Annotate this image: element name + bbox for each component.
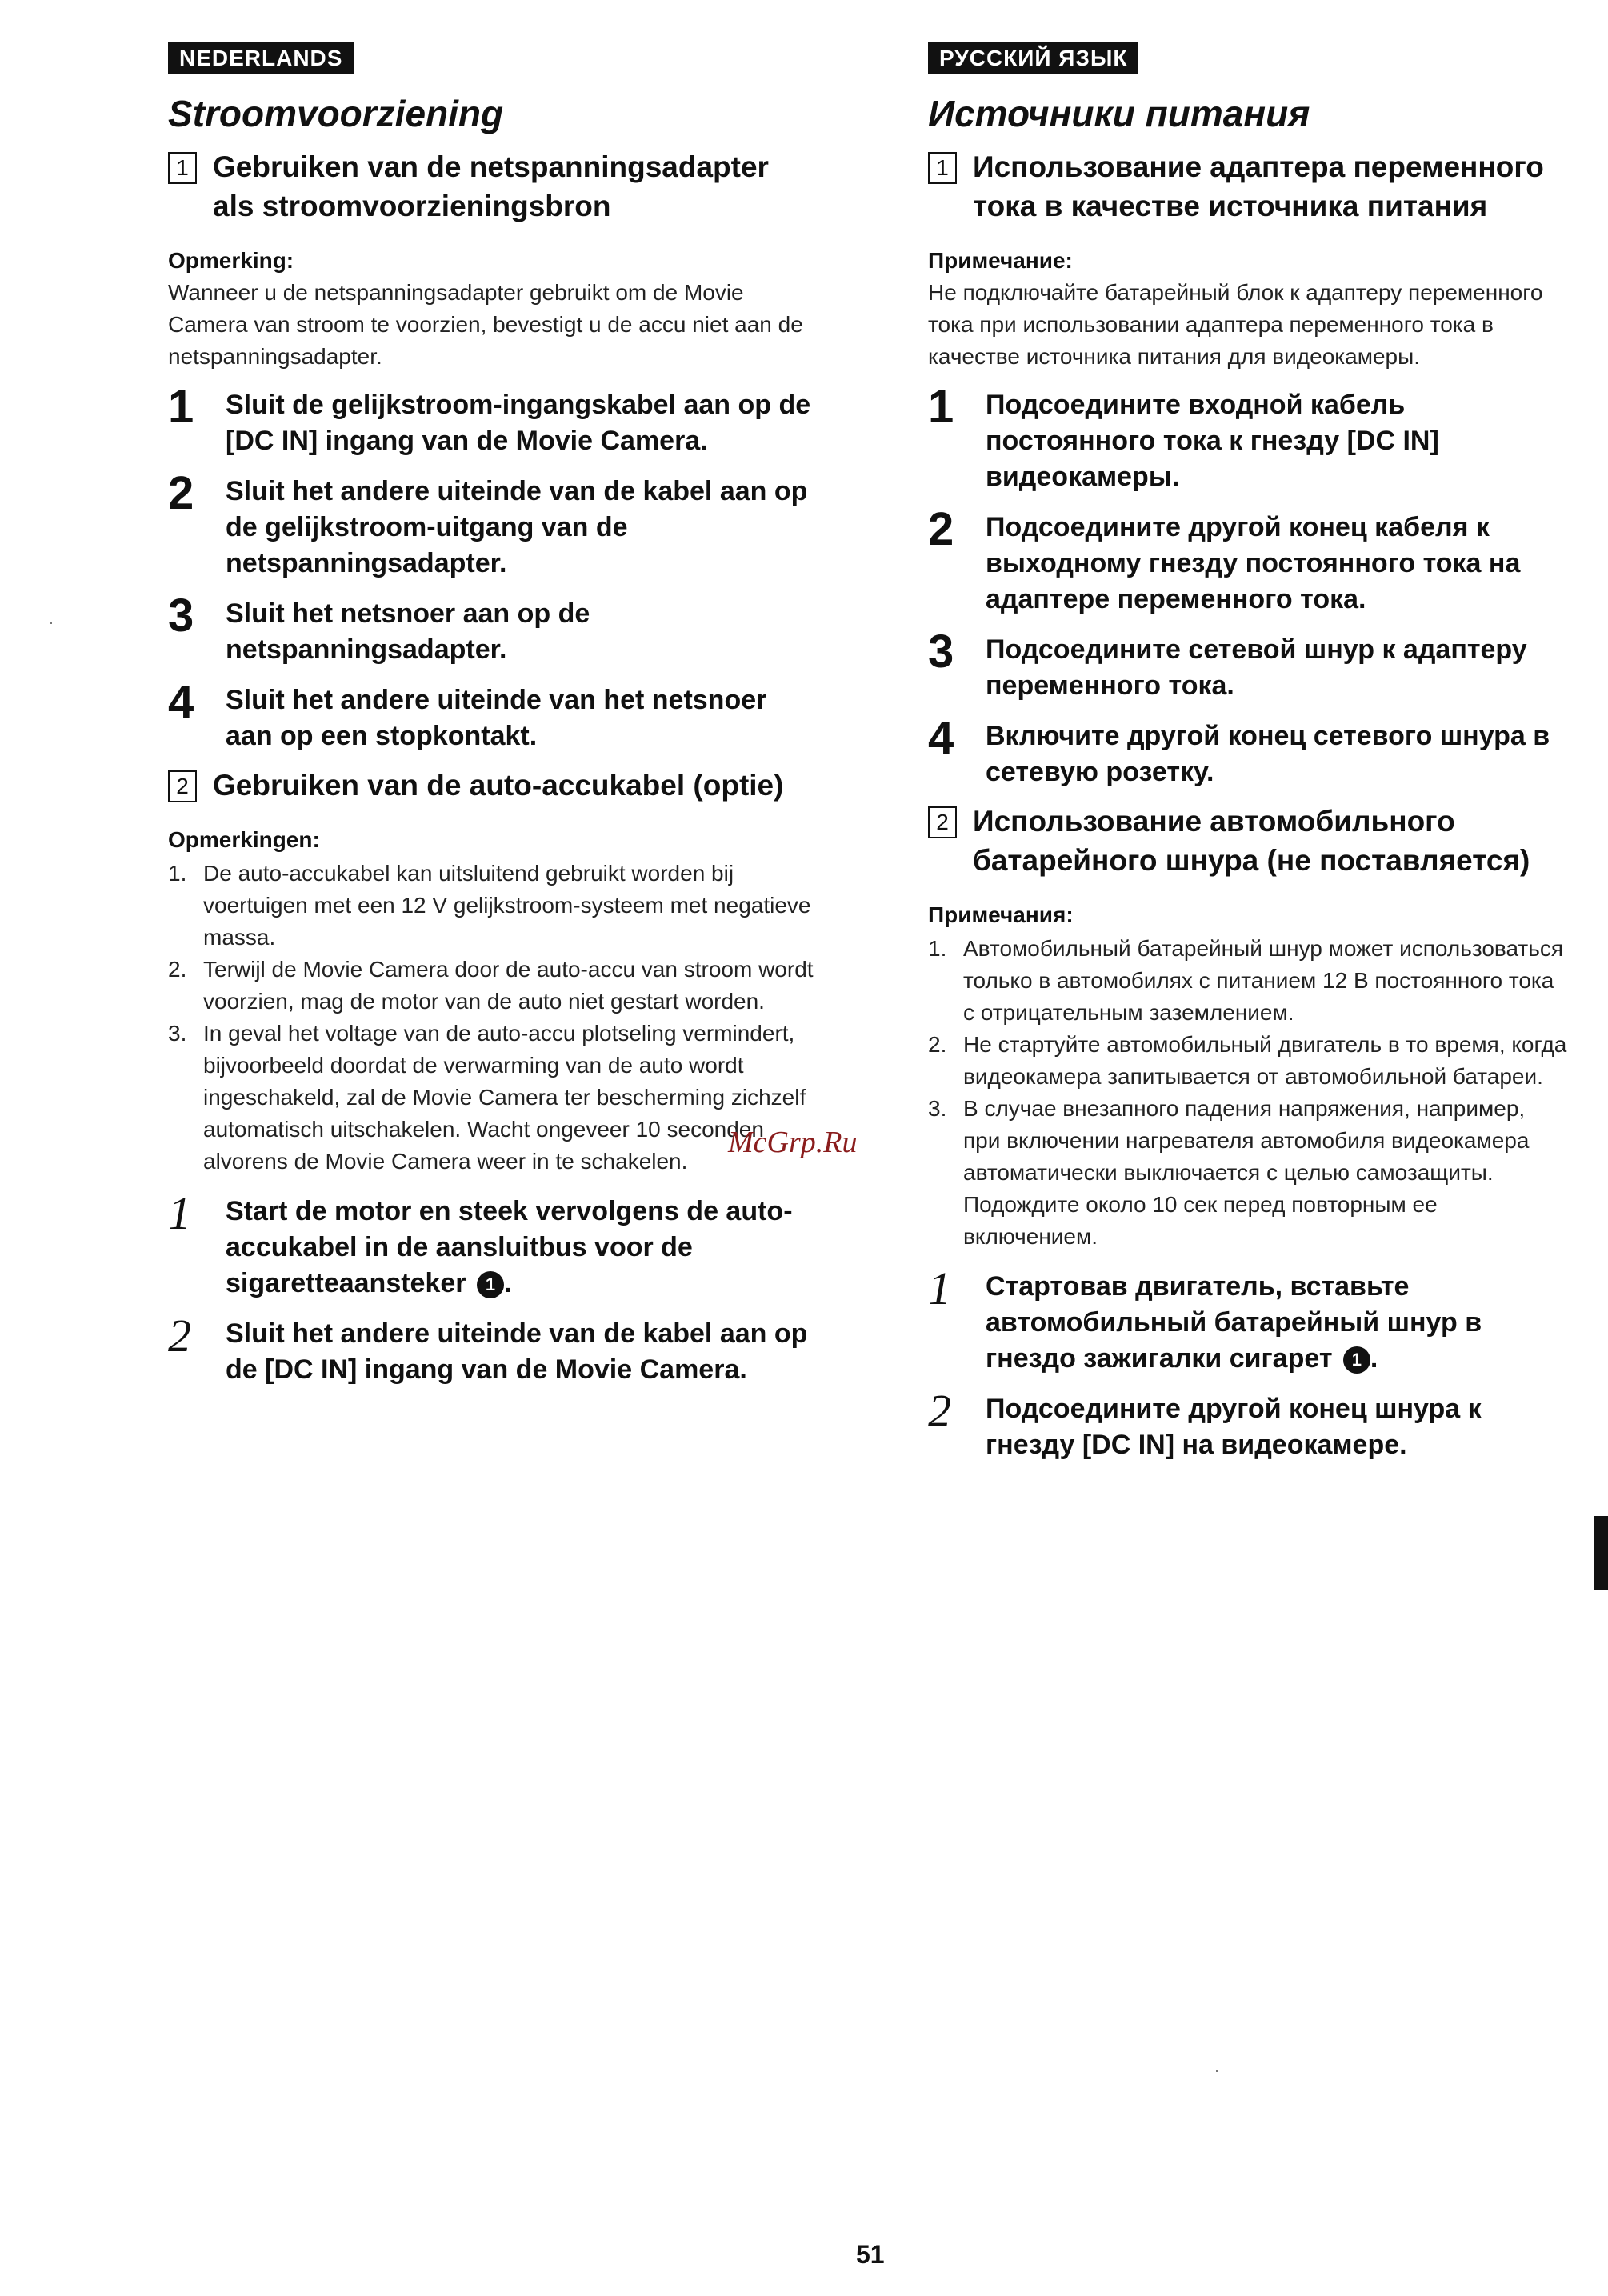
step-number: 2 xyxy=(928,503,954,555)
subsection-number: 2 xyxy=(928,806,957,838)
step-text: Sluit het andere uiteinde van de kabel aan op de [DC IN] ingang van de Movie Camera. xyxy=(226,1318,808,1385)
note-label: Примечание: xyxy=(928,248,1073,273)
note-item-text: De auto-accukabel kan uitsluitend gebruikt worden bij voertuigen met een 12 V gelijkstroom-systeem met negatieve massa. xyxy=(203,861,811,950)
step-item xyxy=(928,1385,1568,1463)
subsection-title: Использование автомобильного батарейного шнура (не поставляется) xyxy=(973,805,1530,877)
car-step-list xyxy=(928,1262,1568,1463)
note-number: 1. xyxy=(928,936,947,961)
step-item xyxy=(168,676,816,754)
note-text: Не подключайте батарейный блок к адаптеру переменного тока при использовании адаптера переменного тока в качестве источника питания для видеокамеры. xyxy=(928,280,1543,369)
note-item-text: In geval het voltage van de auto-accu plotseling vermindert, bijvoorbeeld doordat de verwarming van de auto wordt ingeschakeld, zal de Movie Camera ter bescherming zichzelf automatisch uitschakelen. Wacht ongeveer 10 seconden alvorens de Movie Camera weer in te schakelen. xyxy=(203,1021,806,1174)
note-number: 3. xyxy=(928,1096,947,1121)
notes-label: Примечания: xyxy=(928,902,1074,927)
step-text: Подсоедините другой конец шнура к гнезду [DC IN] на видеокамере. xyxy=(986,1394,1482,1460)
step-number: 2 xyxy=(168,467,194,519)
step-text: Sluit de gelijkstroom-ingangskabel aan op de [DC IN] ingang van de Movie Camera. xyxy=(226,390,811,456)
step-item xyxy=(928,381,1568,495)
step-item xyxy=(168,467,816,582)
step-list xyxy=(928,381,1568,790)
step-text: Подсоедините другой конец кабеля к выходному гнезду постоянного тока на адаптере переменного тока. xyxy=(986,512,1521,614)
step-text: Стартовав двигатель, вставьте автомобильный батарейный шнур в гнездо зажигалки сигарет 1 . xyxy=(986,1271,1482,1374)
callout-marker-icon: 1 xyxy=(1343,1346,1370,1374)
note-item-text: Не стартуйте автомобильный двигатель в то время, когда видеокамера запитывается от автомобильной батареи. xyxy=(963,1032,1567,1089)
note-label: Opmerking: xyxy=(168,248,294,273)
step-text-body: Start de motor en steek vervolgens de auto-accukabel in de aansluitbus voor de sigaretteaansteker xyxy=(226,1196,793,1298)
note-item xyxy=(168,1018,816,1178)
step-item xyxy=(168,1310,816,1388)
note-number: 1. xyxy=(168,861,187,886)
step-number: 4 xyxy=(168,676,194,728)
subsection-title: Gebruiken van de auto-accukabel (optie) xyxy=(213,769,784,802)
step-number: 1 xyxy=(928,381,954,433)
step-number: 3 xyxy=(168,590,194,642)
step-number: 4 xyxy=(928,712,954,764)
subsection-number: 1 xyxy=(168,152,197,184)
step-number: 1 xyxy=(928,1262,951,1314)
subsection-title: Gebruiken van de netspanningsadapter als stroomvoorzieningsbron xyxy=(213,150,769,222)
step-item xyxy=(928,626,1568,704)
note-item xyxy=(168,954,816,1018)
step-item xyxy=(928,503,1568,618)
subsection-title: Использование адаптера переменного тока в качестве источника питания xyxy=(973,150,1544,222)
section-title: Источники питания xyxy=(928,93,1310,134)
step-number: 2 xyxy=(928,1385,951,1437)
step-item xyxy=(928,712,1568,790)
step-text: Подсоедините сетевой шнур к адаптеру переменного тока. xyxy=(986,634,1527,701)
note-item xyxy=(928,933,1568,1029)
page-number: 51 xyxy=(856,2240,885,2269)
note-item xyxy=(168,858,816,954)
step-item xyxy=(168,590,816,668)
step-item xyxy=(928,1262,1568,1377)
step-number: 1 xyxy=(168,381,194,433)
subsection-number: 2 xyxy=(168,770,197,802)
step-text: Включите другой конец сетевого шнура в сетевую розетку. xyxy=(986,721,1550,787)
note-item-text: Terwijl de Movie Camera door de auto-accu van stroom wordt voorzien, mag de motor van de auto niet gestart worden. xyxy=(203,957,814,1014)
step-number: 3 xyxy=(928,626,954,678)
note-number: 3. xyxy=(168,1021,187,1046)
column-russian xyxy=(928,42,1568,1474)
step-text: Sluit het andere uiteinde van het netsnoer aan op een stopkontakt. xyxy=(226,685,767,751)
step-text: Sluit het netsnoer aan op de netspanningsadapter. xyxy=(226,598,590,665)
subsection-number: 1 xyxy=(928,152,957,184)
subsection-heading xyxy=(928,147,1568,226)
notes-label: Opmerkingen: xyxy=(168,827,320,852)
language-tag: РУССКИЙ ЯЗЫК xyxy=(928,42,1138,74)
note-item-text: Автомобильный батарейный шнур может использоваться только в автомобилях с питанием 12 В постоянного тока с отрицательным заземлением. xyxy=(963,936,1563,1025)
subsection-heading xyxy=(168,766,816,805)
subsection-heading xyxy=(928,802,1568,880)
step-list xyxy=(168,381,816,754)
step-item xyxy=(168,381,816,459)
step-number: 1 xyxy=(168,1187,191,1239)
section-title: Stroomvoorziening xyxy=(168,93,504,134)
step-text: Подсоедините входной кабель постоянного тока к гнезду [DC IN] видеокамеры. xyxy=(986,390,1439,492)
step-number: 2 xyxy=(168,1310,191,1362)
notes-list xyxy=(168,858,816,1178)
note-number: 2. xyxy=(168,957,187,982)
note-item-text: В случае внезапного падения напряжения, например, при включении нагревателя автомобиля видеокамера автоматически выключается с целью самозащиты. Подождите около 10 сек перед повторным ее включением. xyxy=(963,1096,1530,1249)
step-text: Start de motor en steek vervolgens de auto-accukabel in de aansluitbus voor de sigaretteaansteker 1 . xyxy=(226,1196,793,1298)
car-step-list xyxy=(168,1187,816,1388)
note-item xyxy=(928,1029,1568,1093)
scan-speck xyxy=(1216,2070,1218,2072)
watermark: McGrp.Ru xyxy=(728,1126,858,1159)
step-item xyxy=(168,1187,816,1302)
note-item xyxy=(928,1093,1568,1253)
note-number: 2. xyxy=(928,1032,947,1057)
notes-list xyxy=(928,933,1568,1253)
step-text-body: Стартовав двигатель, вставьте автомобильный батарейный шнур в гнездо зажигалки сигарет xyxy=(986,1271,1482,1374)
scan-speck xyxy=(50,622,52,624)
subsection-heading xyxy=(168,147,816,226)
language-tag: NEDERLANDS xyxy=(168,42,354,74)
callout-marker-icon: 1 xyxy=(477,1271,504,1298)
step-text: Sluit het andere uiteinde van de kabel aan op de gelijkstroom-uitgang van de netspanningsadapter. xyxy=(226,476,808,578)
page-edge-tab-marker xyxy=(1594,1516,1608,1590)
column-nederlands xyxy=(168,42,816,1399)
note-text: Wanneer u de netspanningsadapter gebruikt om de Movie Camera van stroom te voorzien, bevestigt u de accu niet aan de netspanningsadapter. xyxy=(168,280,803,369)
